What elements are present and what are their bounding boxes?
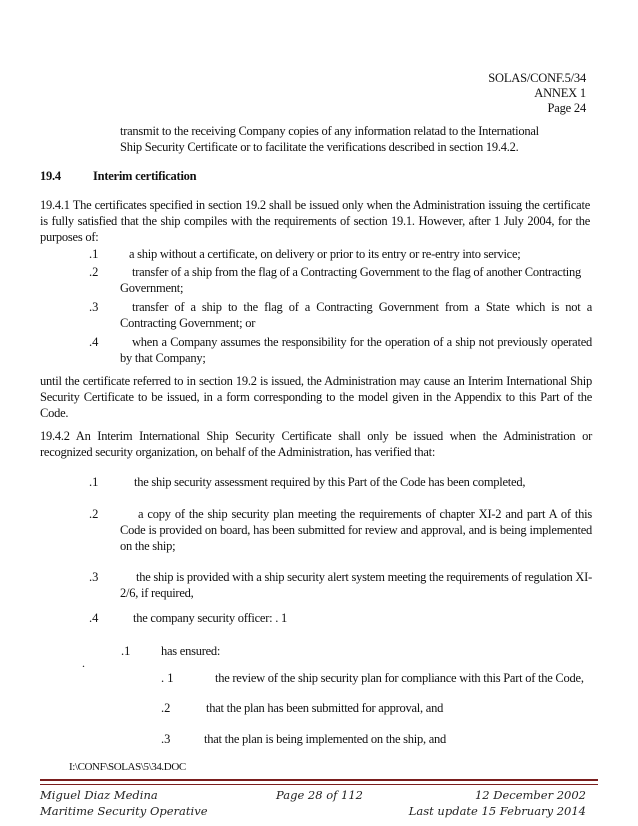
section-number: 19.4 (40, 169, 61, 183)
list-item-text: a ship without a certificate, on delivery or prior to its entry or re-entry into service; (129, 247, 521, 261)
footer-last-update: Last update 15 February 2014 (408, 804, 586, 818)
list-number: .2 (89, 507, 99, 521)
paragraph-19-4-2: 19.4.2 An Interim International Ship Security Certificate shall only be issued when the Administration or recognized security organization, on behalf of the Administration, has verified that: (40, 429, 592, 459)
paragraph-19-4-1: 19.4.1 The certificates specified in section 19.2 shall be issued only when the Administration issuing the certificate is fully satisfied that the ship compiles with the requirements of section 19.1. However, after 1 July 2004, for the purposes of: (40, 198, 590, 244)
sub-sub-list-text: that the plan is being implemented on the ship, and (204, 732, 447, 746)
stray-dot: . (82, 656, 85, 670)
file-path: I:\CONF\SOLAS\5\34.DOC (69, 761, 186, 773)
continuation-line-2: Ship Security Certificate or to facilitate the verifications described in section 19.4.2. (120, 140, 519, 154)
list-item-text: a copy of the ship security plan meeting the requirements of chapter XI-2 and part A of this Code is provided on board, has been submitted for review and approval, and is being implemented on the ship; (120, 507, 592, 553)
page-label: Page 24 (547, 101, 586, 115)
list-number: .4 (89, 335, 99, 349)
list-item-text: transfer of a ship to the flag of a Contracting Government from a State which is not a Contracting Government; or (120, 300, 592, 330)
sub-list-number: .1 (121, 644, 131, 658)
continuation-line-1: transmit to the receiving Company copies of any information relatad to the International (120, 124, 539, 138)
footer-rule-thick (40, 779, 598, 781)
footer-page-number: Page 28 of 112 (276, 788, 363, 802)
document-reference: SOLAS/CONF.5/34 (488, 71, 586, 85)
footer-role: Maritime Security Operative (40, 804, 208, 818)
sub-sub-list-text: the review of the ship security plan for compliance with this Part of the Code, (215, 671, 584, 685)
list-item-text: the company security officer: . 1 (133, 611, 287, 625)
list-item-text: when a Company assumes the responsibility for the operation of a ship not previously operated by that Company; (120, 335, 592, 365)
footer-date: 12 December 2002 (474, 788, 586, 802)
sub-sub-list-number: . 1 (161, 671, 174, 685)
section-title: Interim certification (93, 169, 197, 183)
footer-author: Miguel Diaz Medina (40, 788, 158, 802)
list-number: .3 (89, 300, 99, 314)
sub-list-text: has ensured: (161, 644, 221, 658)
sub-sub-list-text: that the plan has been submitted for approval, and (206, 701, 444, 715)
footer-rule-thin (40, 784, 598, 785)
annex-label: ANNEX 1 (534, 86, 586, 100)
list-item-text: the ship is provided with a ship security alert system meeting the requirements of regulation XI-2/6, if required, (120, 570, 592, 600)
list-number: .2 (89, 265, 99, 279)
list-item-text: transfer of a ship from the flag of a Contracting Government to the flag of another Contracting Government; (120, 265, 582, 295)
list-number: .3 (89, 570, 99, 584)
list-number: .4 (89, 611, 99, 625)
sub-sub-list-number: .3 (161, 732, 171, 746)
list-number: .1 (89, 247, 99, 261)
sub-sub-list-number: .2 (161, 701, 171, 715)
list-number: .1 (89, 475, 99, 489)
paragraph-until: until the certificate referred to in section 19.2 is issued, the Administration may cause an Interim International Ship Security Certificate to be issued, in a form corresponding to the model given in the Appendix to this Part of the Code. (40, 374, 592, 420)
list-item-text: the ship security assessment required by this Part of the Code has been completed, (134, 475, 526, 489)
